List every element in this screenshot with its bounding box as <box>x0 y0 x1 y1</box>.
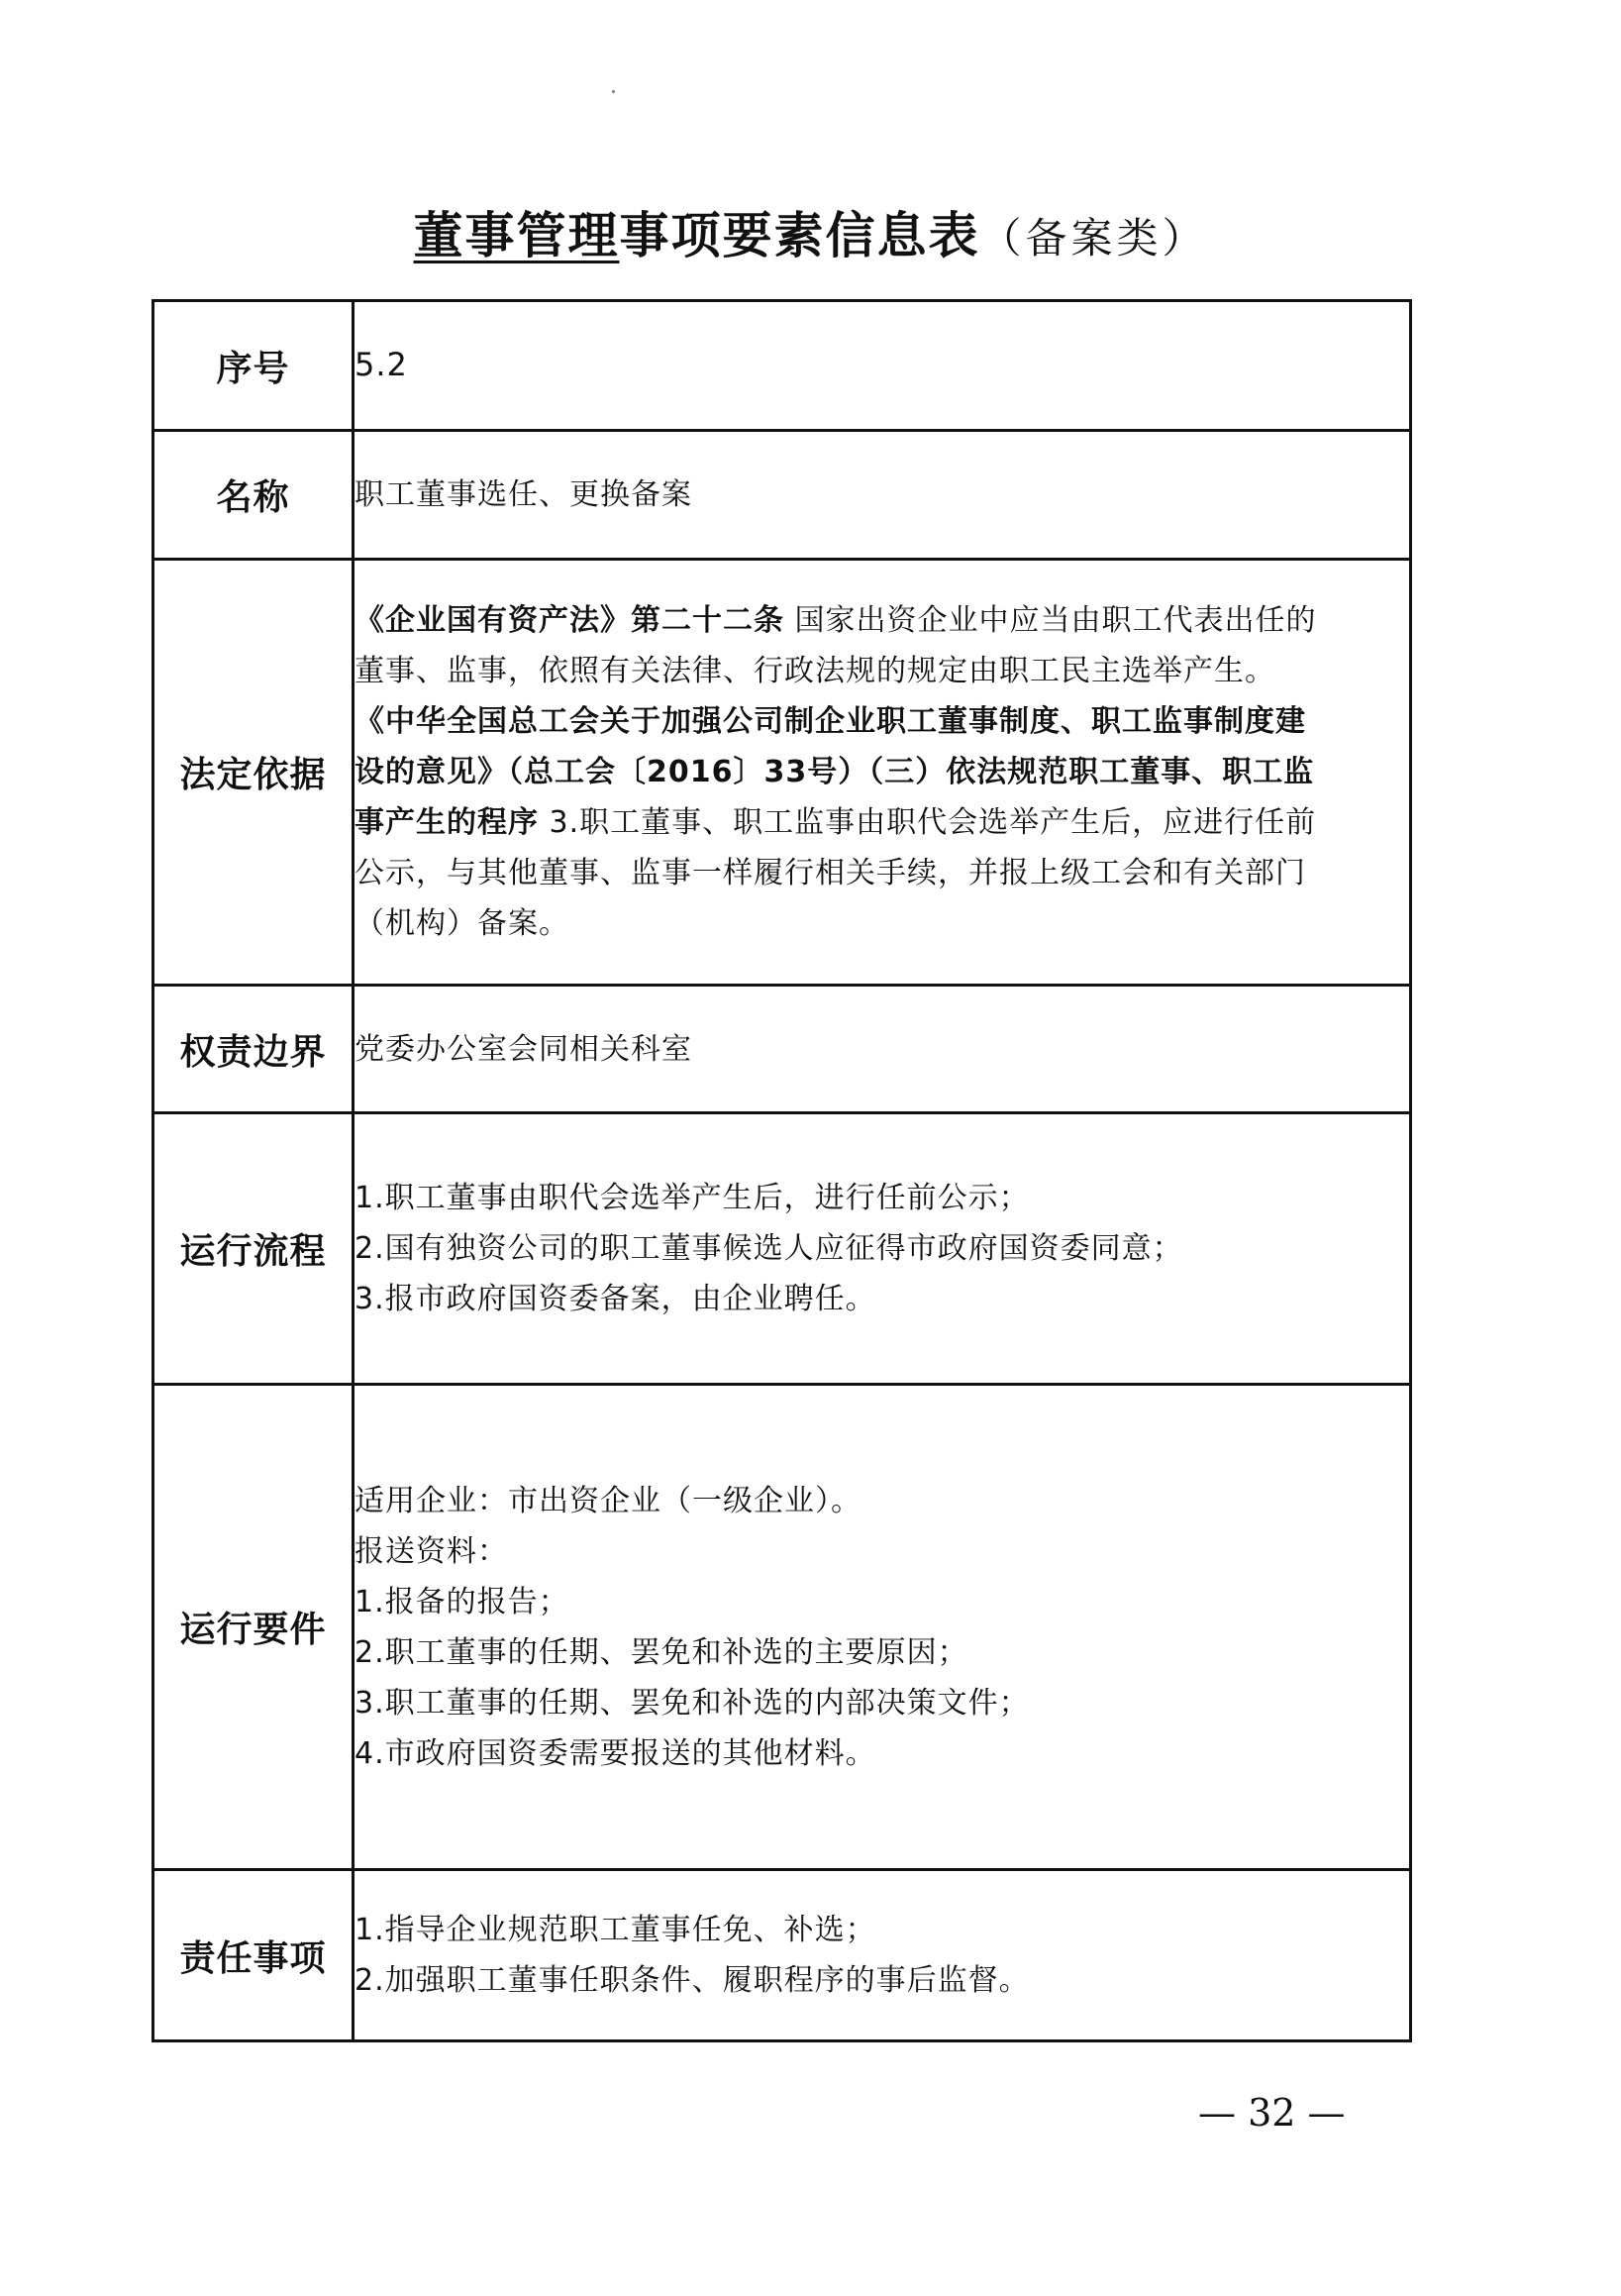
requirement-item: 2.职工董事的任期、罢免和补选的主要原因； <box>355 1634 968 1670</box>
process-label: 运行流程 <box>153 1113 354 1385</box>
title-underlined: 董事管理 <box>413 207 620 264</box>
authority-label: 权责边界 <box>153 986 354 1113</box>
document-title <box>0 196 1621 267</box>
title-main <box>413 207 979 264</box>
authority-value: 党委办公室会同相关科室 <box>354 986 1411 1113</box>
page-number: — 32 — <box>1198 2091 1346 2135</box>
process-item: 3.报市政府国资委备案，由企业聘任。 <box>355 1282 876 1316</box>
row-process <box>153 1113 1411 1385</box>
responsibility-list <box>354 1870 1411 2041</box>
process-item: 1.职工董事由职代会选举产生后，进行任前公示； <box>355 1181 1030 1215</box>
scan-speck <box>612 90 615 93</box>
process-list <box>354 1113 1411 1385</box>
row-name <box>153 431 1411 560</box>
legal-line-5 <box>355 797 1409 848</box>
legal-line-4: 设的意见》（总工会〔2016〕33号）（三）依法规范职工董事、职工监 <box>355 755 1315 789</box>
legal-line-7: （机构）备案。 <box>355 906 569 941</box>
legal-line-6: 公示，与其他董事、监事一样履行相关手续，并报上级工会和有关部门 <box>355 856 1306 890</box>
process-item: 2.国有独资公司的职工董事候选人应征得市政府国资委同意； <box>355 1231 1183 1266</box>
law-citation-1: 《企业国有资产法》第二十二条 <box>355 603 784 638</box>
legal-basis-text <box>354 560 1411 986</box>
row-requirements <box>153 1385 1411 1870</box>
legal-line-3: 《中华全国总工会关于加强公司制企业职工董事制度、职工监事制度建 <box>355 704 1306 739</box>
legal-line-1-rest: 国家出资企业中应当由职工代表出任的 <box>784 603 1317 638</box>
info-table <box>152 299 1412 2042</box>
responsibility-item: 1.指导企业规范职工董事任免、补选； <box>355 1913 876 1947</box>
name-label: 名称 <box>153 431 354 560</box>
legal-line-5-rest: 3.职工董事、职工监事由职代会选举产生后，应进行任前 <box>539 805 1317 840</box>
responsibility-label: 责任事项 <box>153 1870 354 2041</box>
row-responsibility <box>153 1870 1411 2041</box>
requirement-item: 1.报备的报告； <box>355 1584 569 1619</box>
row-legal-basis <box>153 560 1411 986</box>
name-value: 职工董事选任、更换备案 <box>354 431 1411 560</box>
title-rest: 事项要素信息表 <box>619 207 980 264</box>
requirements-label: 运行要件 <box>153 1385 354 1870</box>
requirement-item: 3.职工董事的任期、罢免和补选的内部决策文件； <box>355 1685 1030 1721</box>
requirement-item: 4.市政府国资委需要报送的其他材料。 <box>355 1735 876 1771</box>
materials-heading: 报送资料： <box>355 1533 508 1569</box>
seq-value-cell <box>354 301 1411 431</box>
row-authority <box>153 986 1411 1113</box>
title-suffix: （备案类） <box>979 214 1208 262</box>
law-citation-2-end: 事产生的程序 <box>355 805 539 840</box>
seq-value: 5.2 <box>355 346 408 383</box>
responsibility-item: 2.加强职工董事任职条件、履职程序的事后监督。 <box>355 1963 1030 1998</box>
legal-basis-label: 法定依据 <box>153 560 354 986</box>
seq-label: 序号 <box>153 301 354 431</box>
legal-line-2: 董事、监事，依照有关法律、行政法规的规定由职工民主选举产生。 <box>355 654 1275 688</box>
row-seq <box>153 301 1411 431</box>
legal-line-1 <box>355 595 1409 646</box>
requirements-scope: 适用企业：市出资企业（一级企业）。 <box>355 1483 861 1518</box>
requirements-list <box>354 1385 1411 1870</box>
